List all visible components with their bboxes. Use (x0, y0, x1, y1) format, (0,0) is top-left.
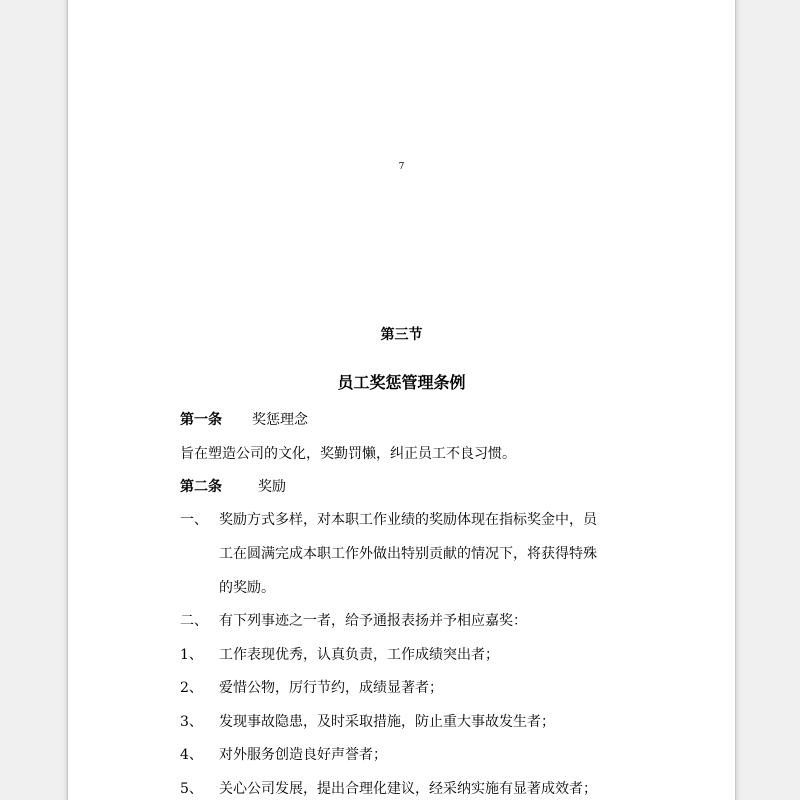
item-two-marker: 二、 (180, 613, 208, 629)
item-one-text-1: 奖励方式多样，对本职工作业绩的奖励体现在指标奖金中，员 (219, 512, 597, 528)
article-1-number: 第一条 (180, 412, 222, 428)
list-item-marker: 3、 (180, 714, 203, 730)
item-one-line-1 (180, 510, 597, 530)
item-two-line (180, 611, 527, 631)
section-heading: 第三节 (380, 327, 423, 343)
list-item-text: 爱惜公物，厉行节约，成绩显著者； (219, 680, 443, 696)
article-2-number: 第二条 (180, 479, 222, 495)
article-1-label: 奖惩理念 (252, 412, 308, 428)
article-2-label: 奖励 (258, 479, 286, 495)
article-1-heading-line (180, 410, 308, 430)
list-item (180, 678, 443, 698)
item-two-text: 有下列事迹之一者，给予通报表扬并予相应嘉奖： (219, 613, 527, 629)
list-item-text: 对外服务创造良好声誉者； (219, 747, 387, 763)
list-item-marker: 1、 (180, 647, 203, 663)
document-title: 员工奖惩管理条例 (337, 373, 466, 392)
document-page (68, 0, 735, 800)
list-item-marker: 4、 (180, 747, 203, 763)
list-item-text: 关心公司发展，提出合理化建议，经采纳实施有显著成效者； (219, 781, 597, 797)
list-item-text: 工作表现优秀，认真负责，工作成绩突出者； (219, 647, 499, 663)
article-2-heading-line (180, 477, 286, 497)
list-item-marker: 2、 (180, 680, 203, 696)
item-one-text-2: 工在圆满完成本职工作外做出特别贡献的情况下，将获得特殊 (219, 546, 597, 562)
list-item-text: 发现事故隐患，及时采取措施，防止重大事故发生者； (219, 714, 555, 730)
list-item (180, 745, 387, 765)
list-item (180, 779, 597, 799)
article-1-text: 旨在塑造公司的文化，奖勤罚懒，纠正员工不良习惯。 (180, 446, 516, 462)
page-number: 7 (398, 162, 405, 172)
list-item (180, 645, 499, 665)
list-item-marker: 5、 (180, 781, 203, 797)
item-one-text-3: 的奖励。 (219, 580, 275, 596)
list-item (180, 712, 555, 732)
item-one-marker: 一、 (180, 512, 208, 528)
